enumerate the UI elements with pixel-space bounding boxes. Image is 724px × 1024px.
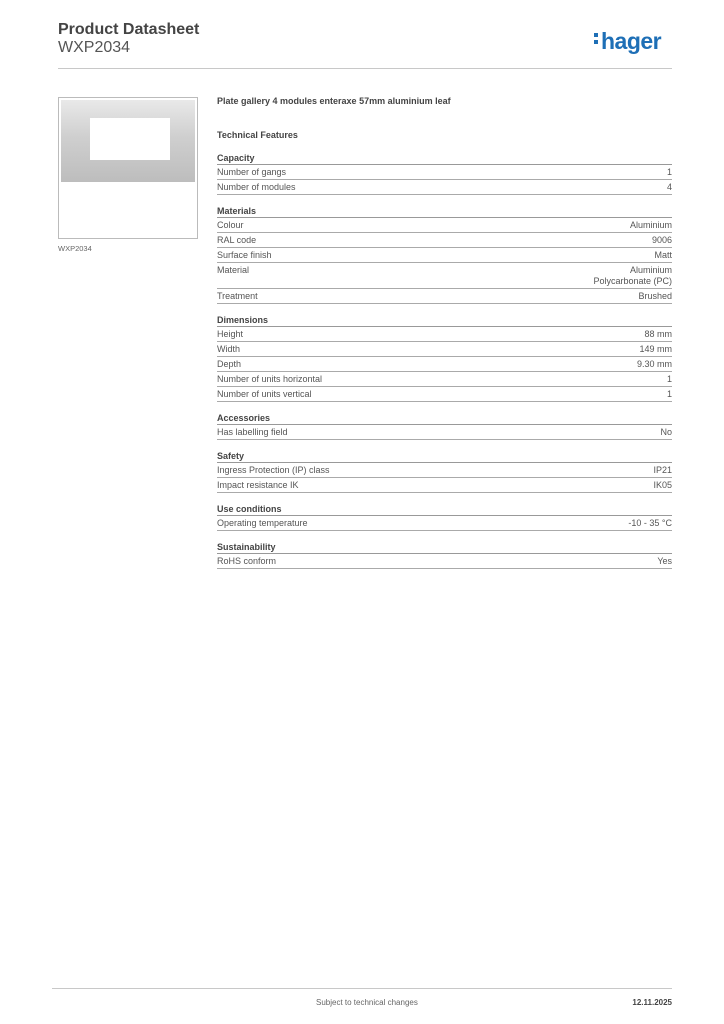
spec-row bbox=[217, 478, 672, 493]
spec-row bbox=[217, 180, 672, 195]
spec-row bbox=[217, 372, 672, 387]
header-divider bbox=[58, 68, 672, 69]
spec-label: Operating temperature bbox=[217, 518, 308, 528]
spec-label: Surface finish bbox=[217, 250, 272, 260]
logo-dots-icon bbox=[594, 30, 599, 47]
spec-label: Has labelling field bbox=[217, 427, 288, 437]
page-title: Product Datasheet bbox=[58, 21, 200, 38]
spec-value: 1 bbox=[666, 374, 672, 384]
spec-content bbox=[217, 94, 672, 569]
section-accessories bbox=[217, 412, 672, 440]
section-capacity bbox=[217, 152, 672, 195]
spec-row bbox=[217, 342, 672, 357]
section-title: Dimensions bbox=[217, 314, 672, 327]
spec-label: Depth bbox=[217, 359, 242, 369]
section-title: Accessories bbox=[217, 412, 672, 425]
spec-value: Aluminium bbox=[629, 220, 672, 230]
section-sustainability bbox=[217, 541, 672, 569]
spec-value: IK05 bbox=[653, 480, 672, 490]
spec-row bbox=[217, 425, 672, 440]
spec-row bbox=[217, 327, 672, 342]
tech-features-title: Technical Features bbox=[217, 130, 298, 140]
footer-note: Subject to technical changes bbox=[316, 998, 418, 1007]
spec-value: -10 - 35 °C bbox=[628, 518, 672, 528]
section-title: Sustainability bbox=[217, 541, 672, 554]
spec-value bbox=[593, 265, 672, 287]
image-caption: WXP2034 bbox=[58, 244, 92, 253]
spec-row bbox=[217, 357, 672, 372]
spec-label: Treatment bbox=[217, 291, 258, 301]
spec-label: RoHS conform bbox=[217, 556, 277, 566]
spec-value-line: Polycarbonate (PC) bbox=[593, 276, 672, 286]
section-title: Capacity bbox=[217, 152, 672, 165]
spec-value: 4 bbox=[666, 182, 672, 192]
product-image bbox=[58, 97, 198, 239]
section-title: Materials bbox=[217, 205, 672, 218]
logo-text: hager bbox=[601, 28, 662, 54]
section-title: Use conditions bbox=[217, 503, 672, 516]
spec-row bbox=[217, 248, 672, 263]
section-materials bbox=[217, 205, 672, 304]
spec-value: Yes bbox=[657, 556, 672, 566]
spec-row bbox=[217, 516, 672, 531]
spec-label: Impact resistance IK bbox=[217, 480, 299, 490]
spec-row bbox=[217, 289, 672, 304]
footer-divider bbox=[52, 988, 672, 989]
plate-window bbox=[90, 118, 170, 160]
spec-label: Ingress Protection (IP) class bbox=[217, 465, 330, 475]
plate-image bbox=[61, 100, 195, 182]
spec-label: Material bbox=[217, 265, 250, 275]
spec-value: Matt bbox=[654, 250, 672, 260]
spec-row bbox=[217, 554, 672, 569]
section-safety bbox=[217, 450, 672, 493]
spec-value: IP21 bbox=[653, 465, 672, 475]
spec-value: No bbox=[660, 427, 672, 437]
spec-row bbox=[217, 218, 672, 233]
spec-label: Number of modules bbox=[217, 182, 296, 192]
section-dimensions bbox=[217, 314, 672, 402]
spec-label: Number of units horizontal bbox=[217, 374, 323, 384]
spec-row bbox=[217, 233, 672, 248]
section-use-conditions bbox=[217, 503, 672, 531]
section-title: Safety bbox=[217, 450, 672, 463]
spec-label: Number of gangs bbox=[217, 167, 287, 177]
spec-label: RAL code bbox=[217, 235, 257, 245]
footer-date: 12.11.2025 bbox=[632, 998, 672, 1007]
product-name: Plate gallery 4 modules enteraxe 57mm aluminium leaf bbox=[217, 96, 451, 106]
spec-value: 9.30 mm bbox=[636, 359, 672, 369]
spec-row bbox=[217, 165, 672, 180]
brand-logo bbox=[594, 28, 661, 55]
spec-label: Colour bbox=[217, 220, 244, 230]
spec-label: Width bbox=[217, 344, 241, 354]
spec-row bbox=[217, 463, 672, 478]
spec-row bbox=[217, 387, 672, 402]
spec-value: 88 mm bbox=[644, 329, 672, 339]
spec-value: 1 bbox=[666, 167, 672, 177]
spec-value: 1 bbox=[666, 389, 672, 399]
spec-value: 149 mm bbox=[639, 344, 672, 354]
spec-label: Number of units vertical bbox=[217, 389, 312, 399]
spec-value: 9006 bbox=[651, 235, 672, 245]
spec-row bbox=[217, 263, 672, 289]
spec-value: Brushed bbox=[638, 291, 672, 301]
spec-label: Height bbox=[217, 329, 244, 339]
spec-value-line: Aluminium bbox=[629, 265, 672, 275]
product-code: WXP2034 bbox=[58, 39, 131, 56]
